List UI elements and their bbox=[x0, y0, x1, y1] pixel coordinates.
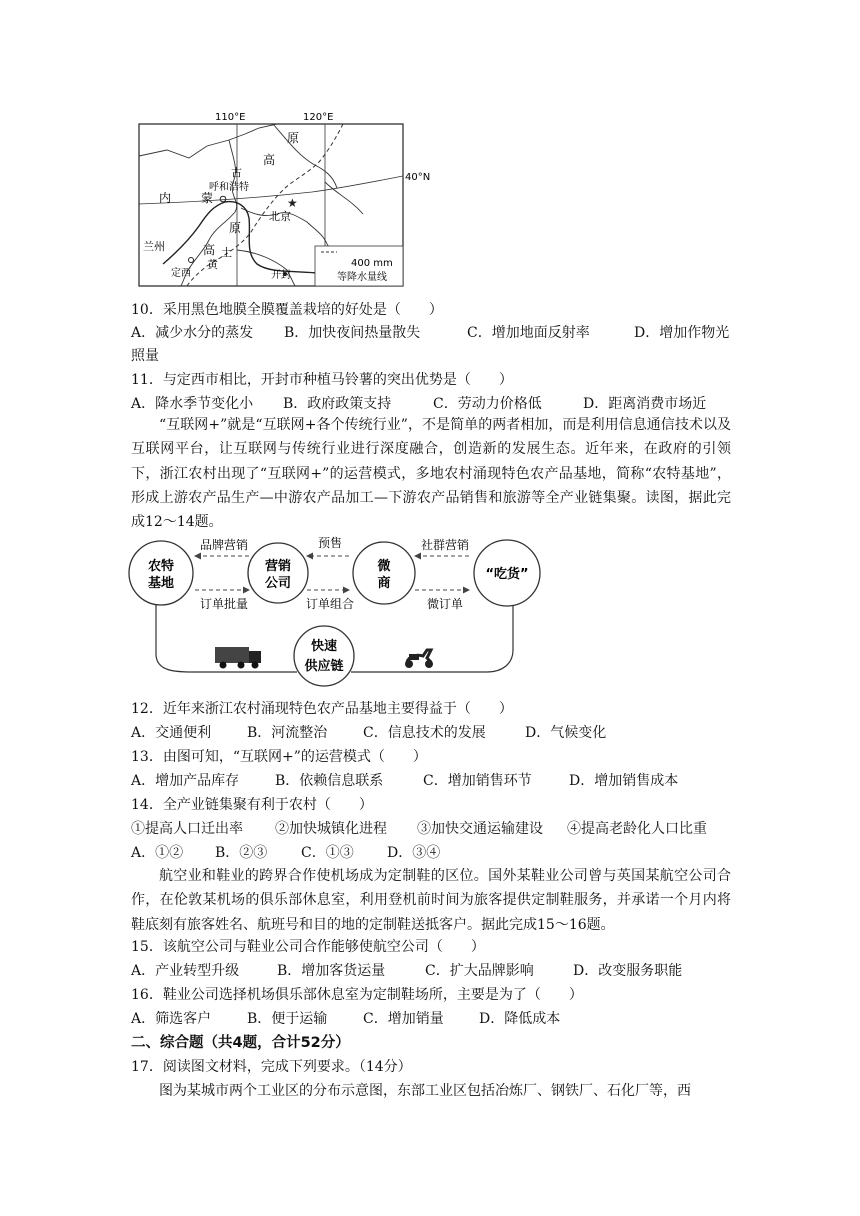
q15-option-d: D．改变服务职能 bbox=[573, 963, 683, 979]
node-supply-chain-circle bbox=[294, 626, 354, 686]
scooter-icon bbox=[405, 650, 433, 668]
q12-option-b: B．河流整治 bbox=[247, 725, 328, 741]
q11-option-d: D．距离消费市场近 bbox=[583, 396, 707, 412]
map-label-gao-2: 高 bbox=[203, 243, 216, 257]
node-nongte-label-2: 基地 bbox=[147, 576, 175, 591]
q14-options bbox=[131, 843, 731, 863]
lat-40-label: 40°N bbox=[405, 172, 431, 183]
q16-option-c: C．增加销量 bbox=[363, 1011, 444, 1027]
node-chihuo-label: “吃货” bbox=[485, 567, 529, 582]
node-supply-label-1: 快速 bbox=[310, 639, 338, 654]
q14-stem: 14．全产业链集聚有利于农村（ ） bbox=[131, 797, 373, 813]
q12-option-c: C．信息技术的发展 bbox=[363, 725, 486, 741]
q15-options bbox=[131, 961, 731, 981]
node-supply-label-2: 供应链 bbox=[304, 659, 344, 674]
q14-option-a: A．①② bbox=[131, 845, 184, 861]
q10-option-a: A．减少水分的蒸发 bbox=[131, 325, 254, 341]
q14-item-2: ②加快城镇化进程 bbox=[275, 821, 387, 837]
q12-option-a: A．交通便利 bbox=[131, 725, 212, 741]
arrow-label-order-combo: 订单组合 bbox=[305, 597, 355, 611]
truck-icon bbox=[215, 647, 261, 669]
lon-120-label: 120°E bbox=[303, 112, 334, 123]
q10-option-b: B．加快夜间热量散失 bbox=[284, 325, 421, 341]
city-lanzhou: 兰州 bbox=[143, 240, 165, 253]
q15-stem: 15．该航空公司与鞋业公司合作能够使航空公司（ ） bbox=[131, 939, 485, 955]
q13-stem: 13．由图可知，“互联网+”的运营模式（ ） bbox=[131, 749, 427, 765]
q14-items bbox=[131, 819, 731, 839]
city-beijing: 北京 bbox=[269, 210, 291, 223]
q13-options bbox=[131, 771, 731, 791]
q16-option-d: D．降低成本 bbox=[479, 1011, 561, 1027]
passage-1-text: “互联网+”就是“互联网+各个传统行业”，不是简单的两者相加，而是利用信息通信技术以及互联网平台，让互联网与传统行业进行深度融合，创造新的发展生态。近年来，在政府的引领下，浙江农村出现了“互联网+”的运营模式，多地农村涌现特色农产品基地，简称“农特基地”，形成上游农产品生产—中游农产品加工—下游农产品销售和旅游等全产业链集聚。读图，据此完成12～14题。 bbox=[131, 417, 731, 531]
q12-option-d: D．气候变化 bbox=[525, 725, 607, 741]
legend-value: 400 mm bbox=[351, 258, 393, 269]
city-hohhot: 呼和浩特 bbox=[209, 182, 249, 193]
q16-stem: 16．鞋业公司选择机场俱乐部休息室为定制鞋场所，主要是为了（ ） bbox=[131, 987, 583, 1003]
q10-stem: 10．采用黑色地膜全膜覆盖栽培的好处是（ ） bbox=[131, 302, 443, 318]
q10-option-d-cont: 照量 bbox=[131, 348, 159, 364]
q13-option-d: D．增加销售成本 bbox=[569, 773, 679, 789]
node-nongte-label-1: 农特 bbox=[147, 559, 175, 574]
q10-option-c: C．增加地面反射率 bbox=[467, 325, 590, 341]
section-2-heading: 二、综合题（共4题，合计52分） bbox=[131, 1035, 350, 1051]
map-label-meng: 蒙 bbox=[201, 191, 214, 205]
q16-options bbox=[131, 1009, 731, 1029]
city-kaifeng: 开封 bbox=[271, 270, 291, 281]
arrow-label-bulk-order: 订单批量 bbox=[199, 597, 249, 611]
passage-2-text: 航空业和鞋业的跨界合作使机场成为定制鞋的区位。国外某鞋业公司曾与英国某航空公司合作，在伦敦某机场的俱乐部休息室，利用登机前时间为旅客提供定制鞋服务，并承诺一个月内将鞋底刻有旅客姓名、航班号和目的地的定制鞋送抵客户。据此完成15～16题。 bbox=[131, 868, 731, 933]
q15-option-b: B．增加客货运量 bbox=[277, 963, 386, 979]
passage-internet-plus bbox=[131, 413, 731, 534]
map-label-nei: 内 bbox=[159, 191, 172, 205]
beijing-star: ★ bbox=[287, 196, 298, 210]
loess-plateau-map bbox=[137, 110, 435, 288]
q14-item-1: ①提高人口迁出率 bbox=[131, 821, 243, 837]
legend-label: 等降水量线 bbox=[337, 272, 387, 283]
q16-option-b: B．便于运输 bbox=[247, 1011, 328, 1027]
map-label-yuan: 原 bbox=[287, 131, 300, 145]
q14-option-b: B．②③ bbox=[215, 845, 268, 861]
map-label-gu: 古 bbox=[231, 166, 242, 179]
passage-airline-shoes bbox=[131, 864, 731, 937]
q11-options bbox=[131, 394, 731, 414]
q14-option-d: D．③④ bbox=[387, 845, 441, 861]
q13-option-b: B．依赖信息联系 bbox=[275, 773, 384, 789]
q10-options bbox=[131, 323, 731, 343]
q11-option-b: B．政府政策支持 bbox=[283, 396, 392, 412]
lon-110-label: 110°E bbox=[215, 112, 246, 123]
q14-item-3: ③加快交通运输建设 bbox=[417, 821, 543, 837]
node-weishang-label-1: 微 bbox=[377, 559, 391, 574]
q12-options bbox=[131, 723, 731, 743]
q15-option-a: A．产业转型升级 bbox=[131, 963, 240, 979]
map-label-yuan-2: 原 bbox=[229, 221, 242, 235]
q11-stem: 11．与定西市相比，开封市种植马铃薯的突出优势是（ ） bbox=[131, 372, 513, 388]
q15-option-c: C．扩大品牌影响 bbox=[425, 963, 534, 979]
arrow-label-brand-marketing: 品牌营销 bbox=[199, 538, 249, 552]
q17-stem: 17．阅读图文材料，完成下列要求。（14分） bbox=[131, 1059, 412, 1075]
dingxi-dot bbox=[189, 258, 194, 263]
q13-option-c: C．增加销售环节 bbox=[423, 773, 532, 789]
arrow-label-presale: 预售 bbox=[317, 536, 343, 550]
arrow-label-community-marketing: 社群营销 bbox=[420, 538, 470, 552]
parallel-40 bbox=[139, 176, 403, 204]
q11-option-c: C．劳动力价格低 bbox=[433, 396, 542, 412]
q14-option-c: C．①③ bbox=[301, 845, 354, 861]
arrow-label-micro-order: 微订单 bbox=[426, 597, 464, 611]
map-label-huang: 黄 bbox=[207, 258, 218, 271]
q10-option-d: D．增加作物光 bbox=[634, 325, 730, 341]
map-label-tu: 土 bbox=[221, 246, 232, 259]
node-yingxiao-label-1: 营销 bbox=[264, 559, 292, 574]
node-weishang-label-2: 商 bbox=[377, 576, 391, 591]
q14-item-4: ④提高老龄化人口比重 bbox=[567, 821, 707, 837]
internet-plus-flow-diagram bbox=[127, 532, 542, 689]
hohhot-dot bbox=[220, 196, 226, 202]
q12-stem: 12．近年来浙江农村涌现特色农产品基地主要得益于（ ） bbox=[131, 701, 513, 717]
map-label-gao: 高 bbox=[263, 153, 276, 167]
q11-option-a: A．降水季节变化小 bbox=[131, 396, 254, 412]
city-dingxi: 定西 bbox=[171, 268, 191, 279]
q13-option-a: A．增加产品库存 bbox=[131, 773, 240, 789]
q17-text: 图为某城市两个工业区的分布示意图，东部工业区包括冶炼厂、钢铁厂、石化厂等，西 bbox=[159, 1083, 691, 1099]
node-yingxiao-label-2: 公司 bbox=[264, 576, 292, 591]
q16-option-a: A．筛选客户 bbox=[131, 1011, 212, 1027]
